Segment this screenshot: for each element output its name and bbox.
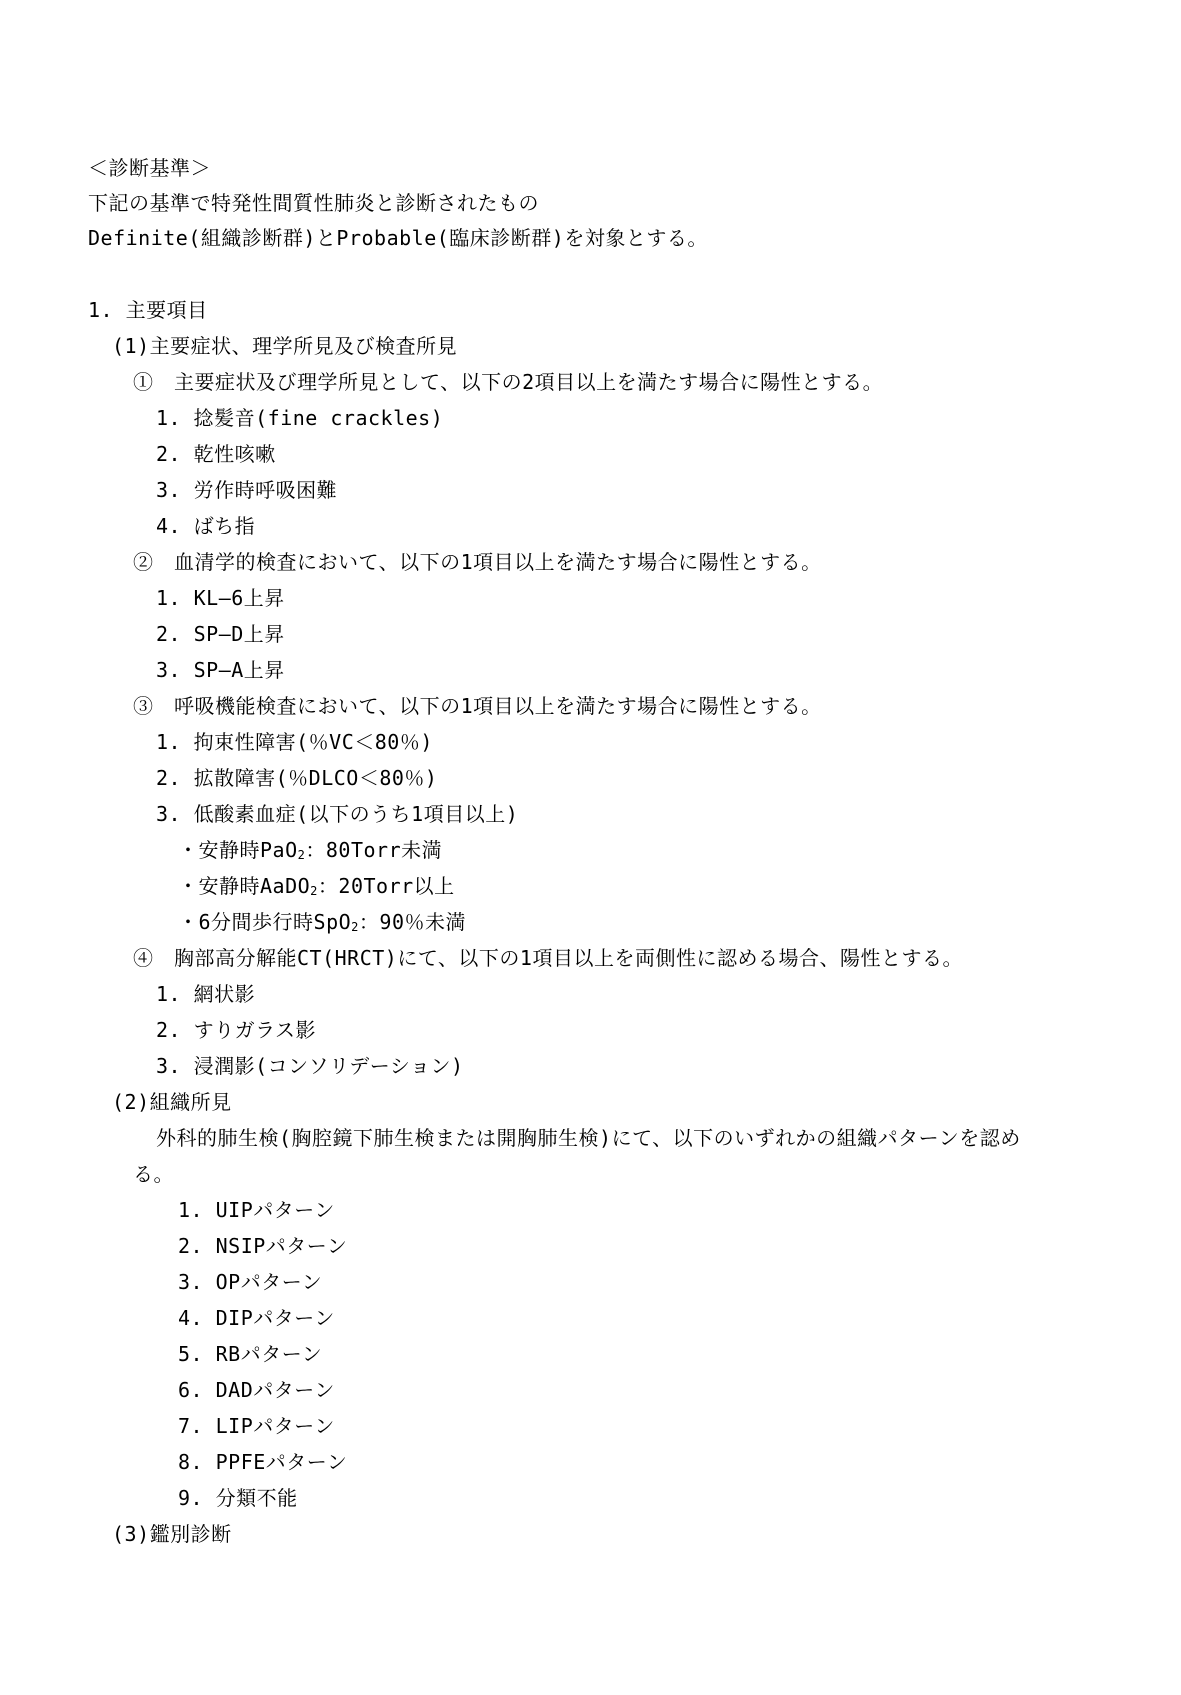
list-item: 4. DIPパターン [178, 1306, 335, 1330]
bullet-text: ：80Torr未満 [305, 838, 443, 862]
intro-line: 下記の基準で特発性間質性肺炎と診断されたもの [88, 191, 539, 215]
bullet-item [178, 837, 442, 868]
criterion-title: ② 血清学的検査において、以下の1項目以上を満たす場合に陽性とする。 [133, 550, 822, 574]
list-item: 1. KL―6上昇 [156, 586, 285, 610]
criterion-title: ④ 胸部高分解能CT(HRCT)にて、以下の1項目以上を両側性に認める場合、陽性とする。 [133, 946, 963, 970]
bullet-item [178, 909, 466, 940]
intro-line: Definite(組織診断群)とProbable(臨床診断群)を対象とする。 [88, 226, 708, 250]
list-item: 9. 分類不能 [178, 1486, 298, 1510]
criteria-heading: ＜診断基準＞ [88, 156, 211, 180]
list-item: 3. 低酸素血症(以下のうち1項目以上) [156, 802, 519, 826]
list-item: 4. ばち指 [156, 514, 256, 538]
list-item: 7. LIPパターン [178, 1414, 335, 1438]
subsection-title: (3)鑑別診断 [112, 1522, 232, 1546]
list-item: 3. SP―A上昇 [156, 658, 285, 682]
bullet-item [178, 873, 455, 904]
bullet-text: ・安静時AaDO [178, 874, 311, 898]
list-item: 3. 労作時呼吸困難 [156, 478, 338, 502]
paragraph-line: る。 [133, 1162, 174, 1186]
subscript: 2 [310, 884, 318, 898]
list-item: 1. 拘束性障害(％VC＜80％) [156, 730, 433, 754]
section-title: 1. 主要項目 [88, 298, 208, 322]
list-item: 2. NSIPパターン [178, 1234, 348, 1258]
list-item: 2. 乾性咳嗽 [156, 442, 276, 466]
list-item: 6. DADパターン [178, 1378, 335, 1402]
list-item: 8. PPFEパターン [178, 1450, 348, 1474]
list-item: 1. 捻髪音(fine crackles) [156, 406, 444, 430]
list-item: 5. RBパターン [178, 1342, 323, 1366]
list-item: 3. OPパターン [178, 1270, 323, 1294]
subscript: 2 [297, 848, 306, 862]
bullet-text: ：20Torr以上 [317, 874, 455, 898]
criterion-title: ③ 呼吸機能検査において、以下の1項目以上を満たす場合に陽性とする。 [133, 694, 822, 718]
subsection-title: (2)組織所見 [112, 1090, 232, 1114]
bullet-text: ・安静時PaO [178, 838, 298, 862]
bullet-text: ：90％未満 [358, 910, 466, 934]
list-item: 2. 拡散障害(％DLCO＜80％) [156, 766, 438, 790]
criterion-title: ① 主要症状及び理学所見として、以下の2項目以上を満たす場合に陽性とする。 [133, 370, 884, 394]
list-item: 1. 網状影 [156, 982, 256, 1006]
paragraph-line: 外科的肺生検(胸腔鏡下肺生検または開胸肺生検)にて、以下のいずれかの組織パターンを認め [156, 1126, 1021, 1150]
list-item: 2. すりガラス影 [156, 1018, 317, 1042]
list-item: 1. UIPパターン [178, 1198, 335, 1222]
list-item: 2. SP―D上昇 [156, 622, 285, 646]
subsection-title: (1)主要症状、理学所見及び検査所見 [112, 334, 458, 358]
bullet-text: ・6分間歩行時SpO [178, 910, 352, 934]
subscript: 2 [351, 920, 359, 934]
list-item: 3. 浸潤影(コンソリデーション) [156, 1054, 464, 1078]
